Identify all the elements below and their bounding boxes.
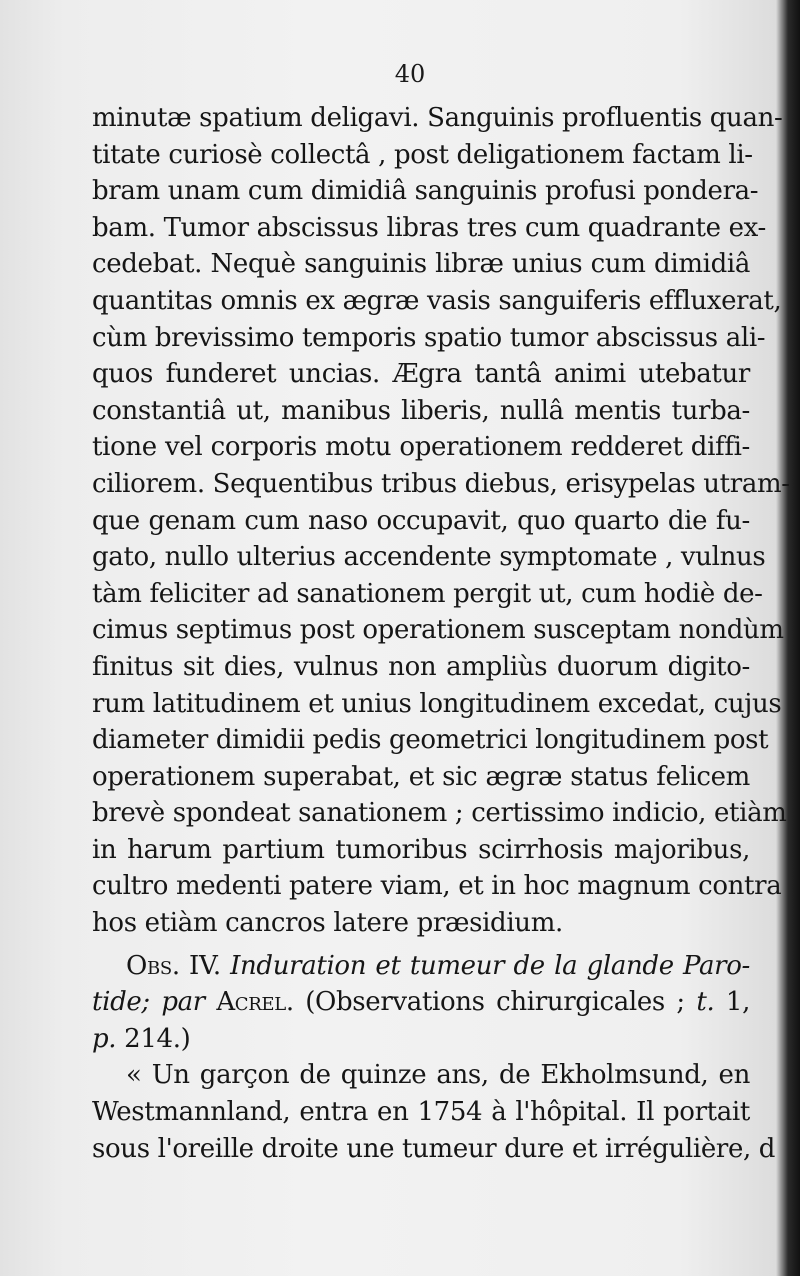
french-paragraph <box>92 1057 776 1167</box>
text-line: Westmannland, entra en 1754 à l'hôpital. Il portait <box>92 1097 750 1128</box>
text-line: cùm brevissimo temporis spatio tumor abscissus ali- <box>92 322 766 353</box>
text-line: ciliorem. Sequentibus tribus diebus, erisypelas utram- <box>92 468 790 499</box>
text-line: quantitas omnis ex ægræ vasis sanguiferis effluxerat, <box>92 285 782 316</box>
text-line: « Un garçon de quinze ans, de Ekholmsund, en <box>126 1060 750 1091</box>
text-line: in harum partium tumoribus scirrhosis majoribus, <box>92 834 750 865</box>
text-line: tàm feliciter ad sanationem pergit ut, cum hodiè de- <box>92 578 763 609</box>
observation-title-2: tide; <box>92 987 150 1018</box>
text-line: rum latitudinem et unius longitudinem excedat, cujus <box>92 688 782 719</box>
observation-heading-line-3 <box>92 1021 750 1058</box>
observation-label: Obs. IV. <box>126 950 221 981</box>
text-line: sous l'oreille droite une tumeur dure et irrégulière, d <box>92 1133 776 1164</box>
text-line: cedebat. Nequè sanguinis libræ unius cum dimidiâ <box>92 249 750 280</box>
observation-page-ref: 214.) <box>124 1023 191 1054</box>
text-line: quos funderet uncias. Ægra tantâ animi utebatur <box>92 359 750 390</box>
text-line: bram unam cum dimidiâ sanguinis profusi pondera- <box>92 176 759 207</box>
text-line: cimus septimus post operationem susceptam nondùm <box>92 615 784 646</box>
text-line: gato, nullo ulterius accendente symptomate , vulnus <box>92 542 766 573</box>
observation-heading-line-1 <box>92 948 750 985</box>
observation-source: (Observations chirurgicales ; <box>305 987 685 1018</box>
text-line: titate curiosè collectâ , post deligationem factam li- <box>92 139 753 170</box>
text-line: bam. Tumor abscissus libras tres cum quadrante ex- <box>92 212 766 243</box>
observation-volume: 1, <box>725 987 750 1018</box>
text-line: diameter dimidii pedis geometrici longitudinem post <box>92 725 769 756</box>
observation-volume-label: t. <box>696 987 715 1018</box>
text-line: hos etiàm cancros latere præsidium. <box>92 908 563 939</box>
text-line: tione vel corporis motu operationem redderet diffi- <box>92 432 750 463</box>
observation-page-label: p. <box>92 1023 117 1054</box>
text-line: operationem superabat, et sic ægræ status felicem <box>92 761 750 792</box>
text-line: cultro medenti patere viam, et in hoc magnum contra <box>92 871 782 902</box>
latin-paragraph <box>92 100 790 942</box>
observation-heading-line-2 <box>92 984 750 1021</box>
text-line: constantiâ ut, manibus liberis, nullâ mentis turba- <box>92 395 750 426</box>
observation-title-1: Induration et tumeur de la glande Paro- <box>230 950 750 981</box>
observation-author: Acrel. <box>216 987 294 1018</box>
page-number: 40 <box>394 60 426 88</box>
observation-par: par <box>161 987 205 1018</box>
text-line: que genam cum naso occupavit, quo quarto die fu- <box>92 505 750 536</box>
text-line: brevè spondeat sanationem ; certissimo indicio, etiàm <box>92 798 787 829</box>
page-text <box>92 100 790 1167</box>
text-line: minutæ spatium deligavi. Sanguinis profluentis quan- <box>92 103 783 133</box>
text-line: finitus sit dies, vulnus non ampliùs duorum digito- <box>92 651 750 682</box>
